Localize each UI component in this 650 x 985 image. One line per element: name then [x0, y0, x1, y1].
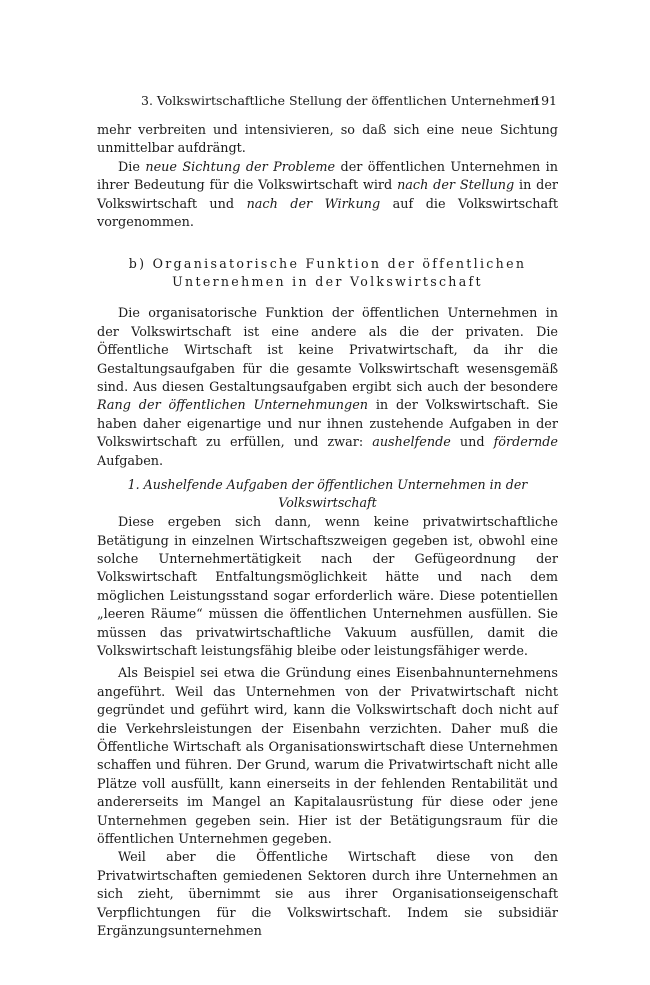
paragraph-organisatorische-funktion	[97, 305, 558, 471]
emphasis-text: nach der Wirkung	[246, 196, 381, 212]
text-run: und	[450, 435, 494, 451]
paragraph-continuation: mehr verbreiten und intensivieren, so daß sich eine neue Sichtung unmittelbar aufdrängt.	[97, 123, 558, 157]
emphasis-text: Rang der öffentlichen Unternehmungen	[97, 398, 369, 414]
emphasis-text: fördernde	[493, 435, 559, 451]
text-run: Aufgaben.	[97, 453, 164, 469]
section-heading-line: b) Organisatorische Funktion der öffentlichen	[128, 256, 527, 272]
text-run: in der Volkswirtschaft und	[97, 178, 559, 212]
page-number: 191	[533, 93, 557, 108]
paragraph-organisationseigenschaft: Weil aber die Öffentliche Wirtschaft diese von den Privatwirtschaften gemiedenen Sektoren durch ihre Unternehmen an sich zieht, übernimmt sie aus ihrer Organisationseigenschaft Verpflichtungen für die Volkswirtschaft. Indem sie subsidiär Ergänzungsunternehmen	[97, 850, 558, 940]
text-run: Die organisatorische Funktion der öffentlichen Unternehmen in der Volkswirtschaft ist eine andere als die der privaten. Die Öffentliche Wirtschaft ist keine Privatwirtschaft, da ihr die Gestaltungsaufgaben für die gesamte Volkswirtschaft wesensgemäß sind. Aus diesen Gestaltungsaufgaben ergibt sich auch der besondere	[97, 306, 558, 396]
emphasis-text: neue Sichtung der Probleme	[145, 159, 336, 175]
subsection-heading-line: 1. Aushelfende Aufgaben der öffentlichen Unternehmen in der	[127, 477, 528, 493]
subsection-heading-line: Volkswirtschaft	[278, 495, 377, 511]
paragraph-leere-raeume: Diese ergeben sich dann, wenn keine privatwirtschaftliche Betätigung in einzelnen Wirtschaftszweigen gegeben ist, obwohl eine solche Unternehmertätigkeit nach der Gefügeordnung der Volkswirtschaft Entfaltungsmöglichkeit hätte und nach dem möglichen Leistungsstand sogar erforderlich wäre. Diese potentiellen „leeren Räume“ müssen die öffentlichen Unternehmen ausfüllen. Sie müssen das privatwirtschaftliche Vakuum ausfüllen, damit die Volkswirtschaft leistungsfähig bleibe oder leistungsfähiger werde.	[97, 515, 558, 659]
emphasis-text: nach der Stellung	[397, 178, 515, 194]
section-heading-line: Unternehmen in der Volkswirtschaft	[172, 274, 483, 290]
emphasis-text: aushelfende	[372, 435, 451, 451]
subsection-heading-1	[97, 476, 558, 512]
body-text	[97, 122, 558, 941]
running-head	[97, 93, 557, 111]
text-run: Die	[118, 159, 146, 175]
text-run: in der Volkswirtschaft. Sie haben daher eigenartige und nur ihnen zustehende Aufgaben in der Volkswirtschaft zu erfüllen, und zwar:	[97, 398, 558, 451]
text-run: auf die Volkswirtschaft vorgenommen.	[97, 196, 558, 231]
text-run: der öffentlichen Unternehmen in ihrer Bedeutung für die Volkswirtschaft wird	[97, 159, 558, 194]
paragraph-eisenbahn-beispiel: Als Beispiel sei etwa die Gründung eines Eisenbahnunternehmens angeführt. Weil das Unternehmen von der Privatwirtschaft nicht gegründet und geführt wird, kann die Volkswirtschaft doch nicht auf die Verkehrsleistungen der Eisenbahn verzichten. Daher muß die Öffentliche Wirtschaft als Organisationswirtschaft diese Unternehmen schaffen und führen. Der Grund, warum die Privatwirtschaft nicht alle Plätze voll ausfüllt, kann einerseits in der fehlenden Rentabilität und andererseits im Mangel an Kapitalausrüstung für diese oder jene Unternehmen gegeben sein. Hier ist der Betätigungsraum für die öffentlichen Unternehmen gegeben.	[97, 666, 558, 847]
paragraph-new-sichtung	[97, 159, 558, 233]
section-heading-b	[97, 255, 558, 291]
chapter-title: 3. Volkswirtschaftliche Stellung der öffentlichen Unternehmen	[141, 93, 539, 108]
